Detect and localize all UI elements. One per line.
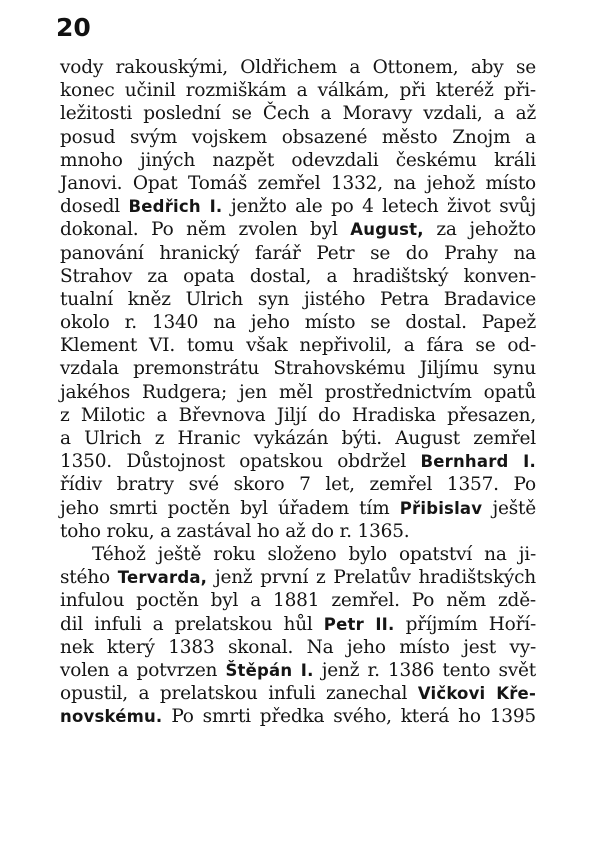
text-line <box>60 682 536 705</box>
text-line: okolo r. 1340 na jeho místo se dostal. Papež <box>60 312 536 334</box>
text-line: ležitosti poslední se Čech a Moravy vzdali, a až <box>60 103 536 125</box>
text-line: Janovi. Opat Tomáš zemřel 1332, na jehož místo <box>60 172 536 194</box>
text-line: konec učinil rozmiškám a válkám, při kteréž při- <box>60 80 536 102</box>
name-bold: Tervarda, <box>117 568 208 588</box>
text-segment: příjmím Hoří- <box>405 613 536 635</box>
text-line: Téhož ještě roku složeno bylo opatství na ji- <box>92 543 536 565</box>
text-line <box>60 450 536 473</box>
text-segment: jenžto ale po 4 letech život svůj <box>230 196 537 218</box>
name-bold: Vičkovi Kře- <box>417 684 536 704</box>
text-line: nek který 1383 skonal. Na jeho místo jest vy- <box>60 636 536 658</box>
text-segment: dokonal. Po něm zvolen byl <box>60 219 338 241</box>
name-bold: novskému. <box>60 707 163 727</box>
text-line <box>60 566 536 589</box>
text-line: posud svým vojskem obsazené město Znojm a <box>60 126 536 148</box>
text-segment: jenž první z Prelatův hradištských <box>214 567 536 589</box>
text-line: Klement VI. tomu však nepřivolil, a fára se od- <box>60 335 536 357</box>
text-line: jakéhos Rudgera; jen měl prostřednictvím opatů <box>60 381 536 403</box>
text-segment: dil infuli a prelatskou hůl <box>60 613 313 635</box>
text-line <box>60 705 536 728</box>
text-line: tualní kněz Ulrich syn jistého Petra Bradavice <box>60 288 536 310</box>
text-segment: volen a potvrzen <box>60 659 218 681</box>
name-bold: Štěpán I. <box>225 660 314 680</box>
body-text <box>60 56 536 728</box>
text-segment: jeho smrti poctěn byl úřadem tím <box>60 497 390 519</box>
text-segment: Po smrti předka svého, která ho 1395 <box>171 706 536 728</box>
text-line: panování hranický farář Petr se do Prahy na <box>60 242 536 264</box>
page-number: 20 <box>56 13 91 42</box>
name-bold: Bernhard I. <box>420 452 536 472</box>
paragraph-1 <box>60 56 536 543</box>
text-segment: opustil, a prelatskou infuli zanechal <box>60 683 408 705</box>
text-line: vzdala premonstrátu Strahovskému Jiljímu synu <box>60 358 536 380</box>
text-line: toho roku, a zastával ho až do r. 1365. <box>60 520 410 542</box>
text-line: mnoho jiných nazpět odevzdali českému králi <box>60 149 536 171</box>
text-segment: dosedl <box>60 196 120 218</box>
name-bold: August, <box>350 220 424 240</box>
text-line: a Ulrich z Hranic vykázán býti. August zemřel <box>60 428 536 449</box>
text-line <box>60 613 536 636</box>
name-bold: Petr II. <box>323 614 395 634</box>
name-bold: Bedřich I. <box>128 197 223 217</box>
text-line: z Milotic a Břevnova Jiljí do Hradiska přesazen, <box>60 404 536 426</box>
text-line: vody rakouskými, Oldřichem a Ottonem, aby se <box>60 57 536 78</box>
text-line <box>60 218 536 241</box>
text-segment: ještě <box>492 497 537 519</box>
text-line: Strahov za opata dostal, a hradištský konven- <box>60 265 536 287</box>
text-line <box>60 497 536 520</box>
text-segment: jenž r. 1386 tento svět <box>321 659 536 681</box>
text-segment: stého <box>60 567 110 589</box>
text-line <box>60 195 536 218</box>
text-segment: 1350. Důstojnost opatskou obdržel <box>60 451 407 473</box>
text-line <box>60 659 536 682</box>
name-bold: Přibislav <box>399 498 483 518</box>
paragraph-2 <box>60 543 536 729</box>
text-segment: za jehožto <box>436 219 536 241</box>
text-line: řídiv bratry své skoro 7 let, zemřel 1357. Po <box>60 474 536 496</box>
text-line: infulou poctěn byl a 1881 zemřel. Po něm zdě- <box>60 590 536 612</box>
